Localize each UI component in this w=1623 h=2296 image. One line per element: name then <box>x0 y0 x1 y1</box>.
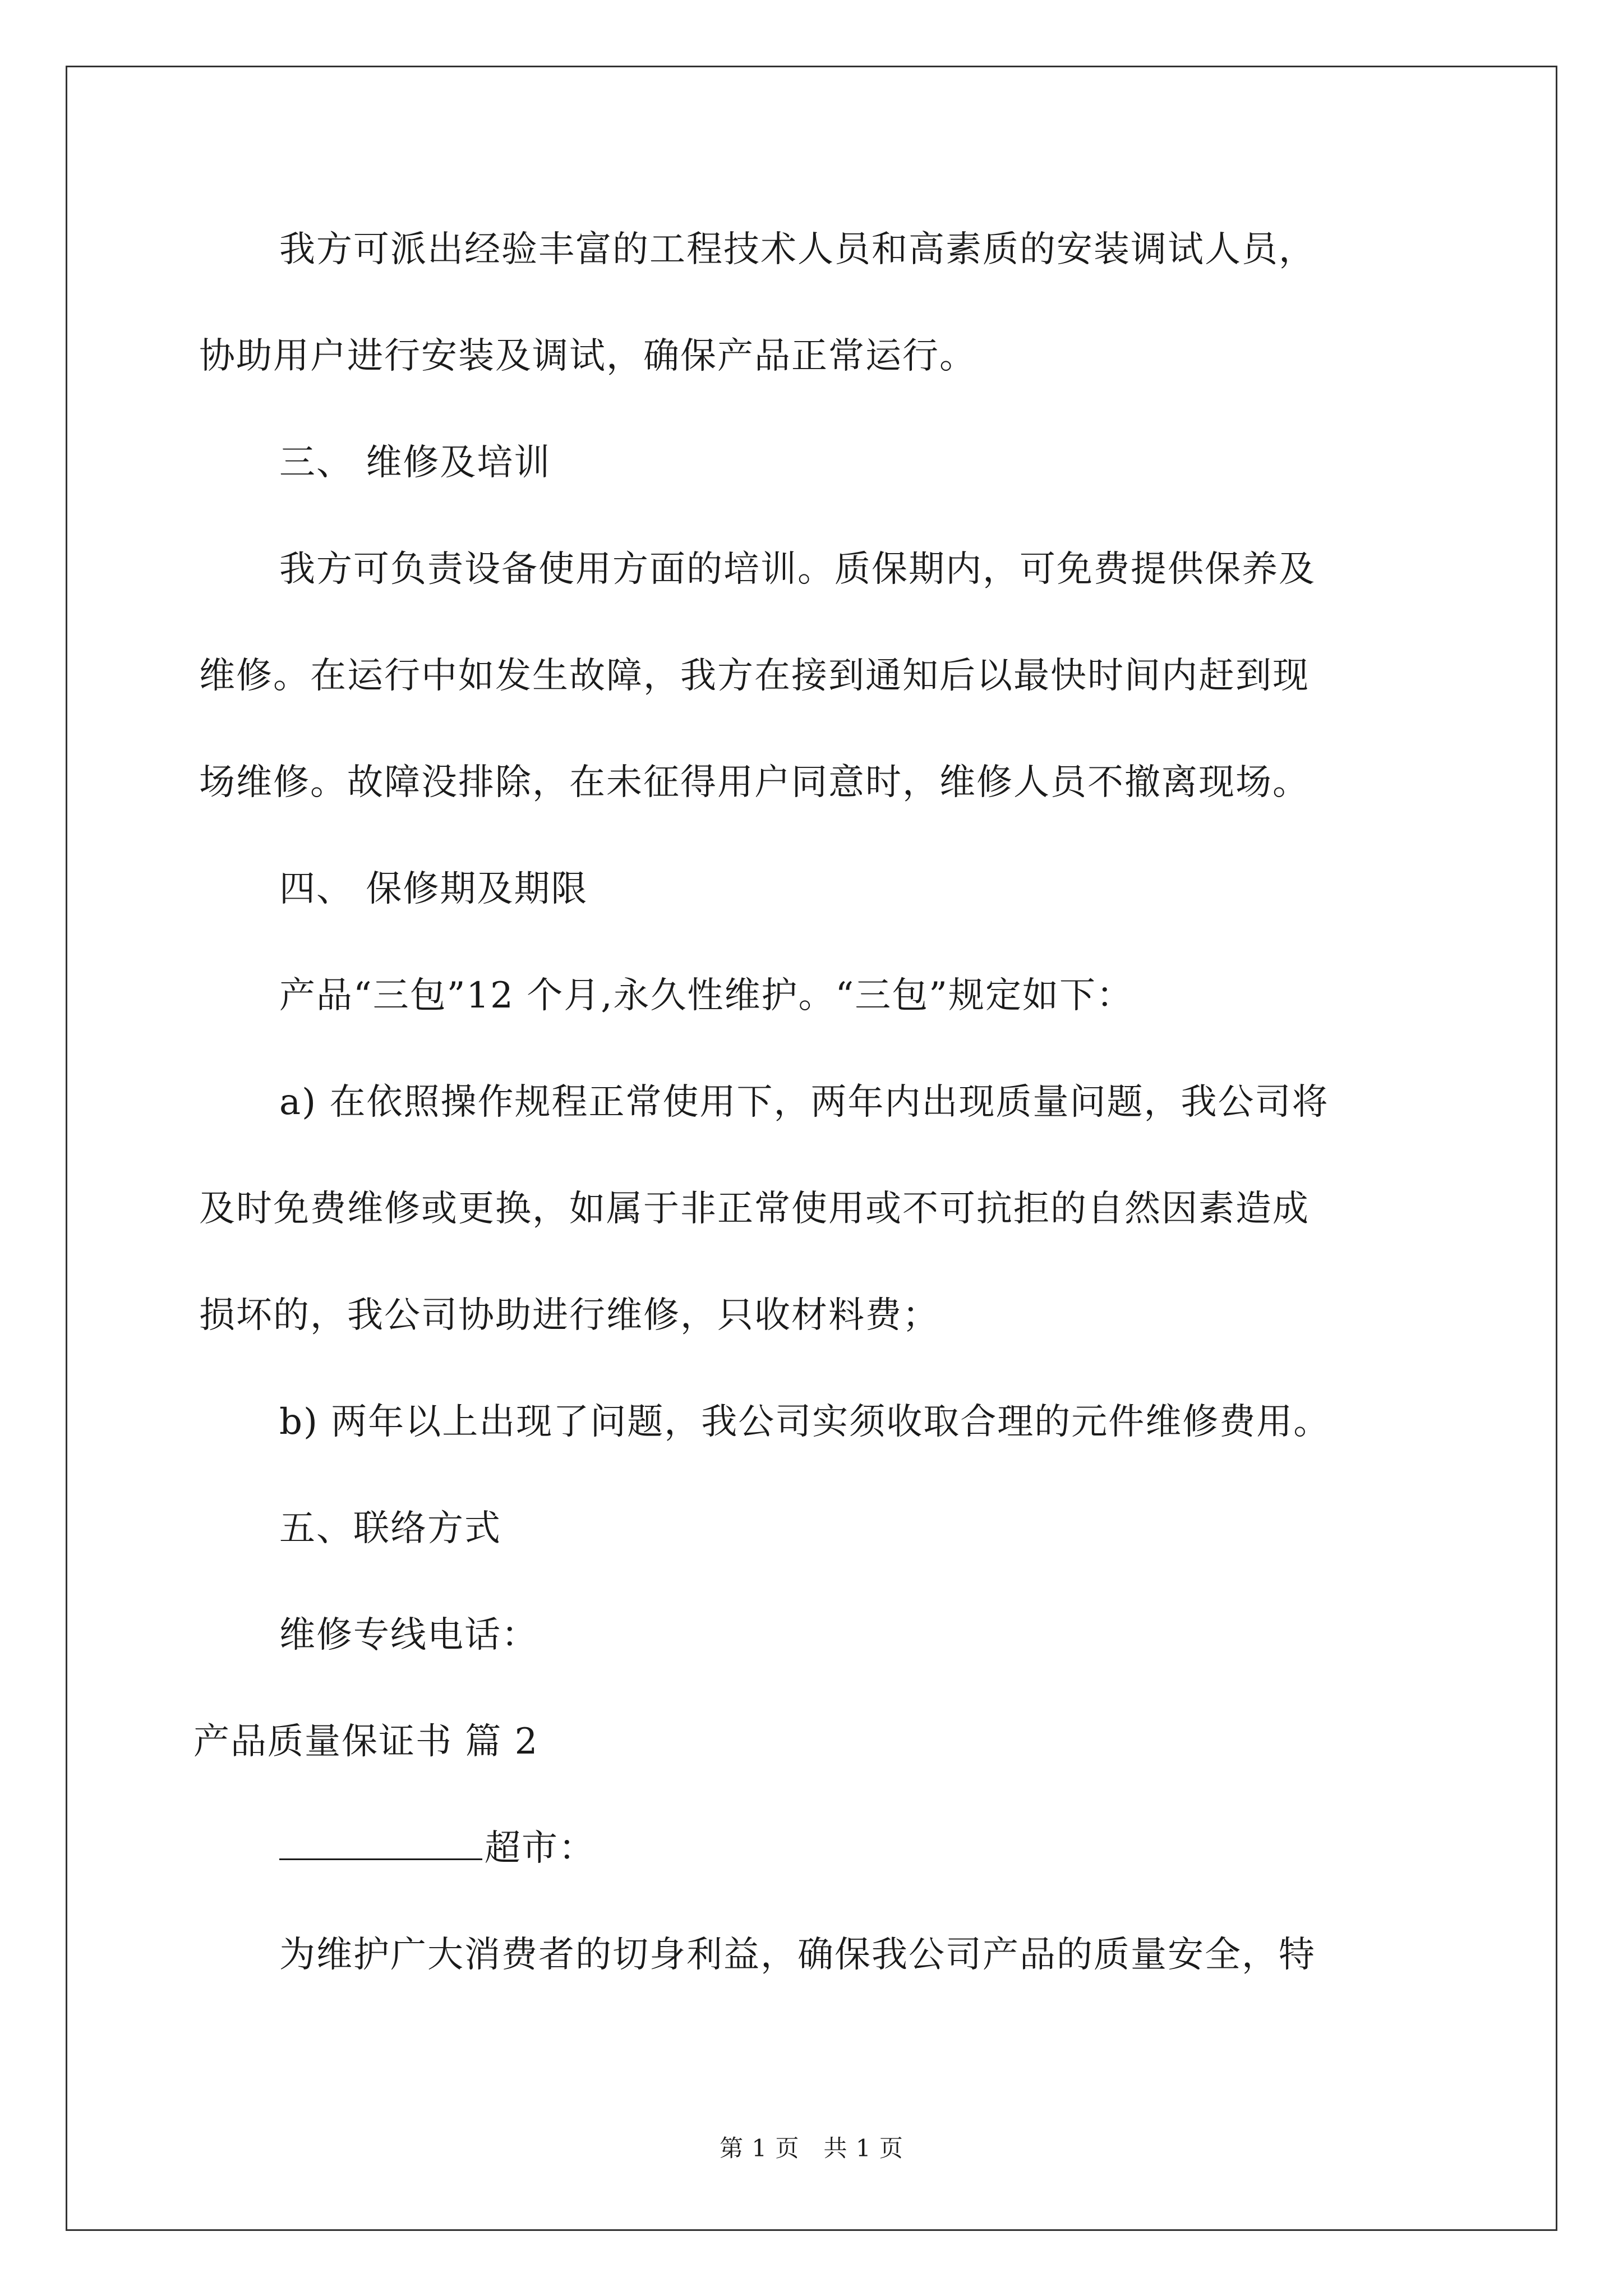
paragraph-line: 协助用户进行安装及调试，确保产品正常运行。 <box>199 335 976 377</box>
paragraph-line: 为维护广大消费者的切身利益，确保我公司产品的质量安全，特 <box>279 1934 1316 1976</box>
section-heading: 四、 保修期及期限 <box>279 868 588 910</box>
addressee-line <box>279 1826 596 1871</box>
paragraph-line: b) 两年以上出现了问题，我公司实须收取合理的元件维修费用。 <box>279 1401 1331 1443</box>
section-heading: 五、联络方式 <box>279 1508 501 1549</box>
paragraph-line: 损坏的，我公司协助进行维修，只收材料费； <box>199 1295 939 1336</box>
paragraph-line: 我方可负责设备使用方面的培训。质保期内，可免费提供保养及 <box>279 549 1316 590</box>
paragraph-line: 及时免费维修或更换，如属于非正常使用或不可抗拒的自然因素造成 <box>199 1188 1310 1230</box>
paragraph-line: 场维修。故障没排除，在未征得用户同意时，维修人员不撤离现场。 <box>199 762 1310 803</box>
blank-underline <box>279 1826 482 1860</box>
paragraph-line: 我方可派出经验丰富的工程技术人员和高素质的安装调试人员， <box>279 229 1316 270</box>
page-border <box>66 66 1557 2231</box>
paragraph-line: 产品“三包”12 个月,永久性维护。“三包”规定如下： <box>279 975 1133 1016</box>
section-heading: 三、 维修及培训 <box>279 442 551 484</box>
page-footer: 第 1 页 共 1 页 <box>720 2134 903 2162</box>
document-title: 产品质量保证书 篇 2 <box>193 1721 539 1763</box>
paragraph-line: a) 在依照操作规程正常使用下，两年内出现质量问题，我公司将 <box>279 1082 1329 1123</box>
addressee-label: 超市： <box>485 1828 596 1869</box>
paragraph-line: 维修专线电话： <box>279 1614 538 1656</box>
paragraph-line: 维修。在运行中如发生故障，我方在接到通知后以最快时间内赶到现 <box>199 655 1310 697</box>
